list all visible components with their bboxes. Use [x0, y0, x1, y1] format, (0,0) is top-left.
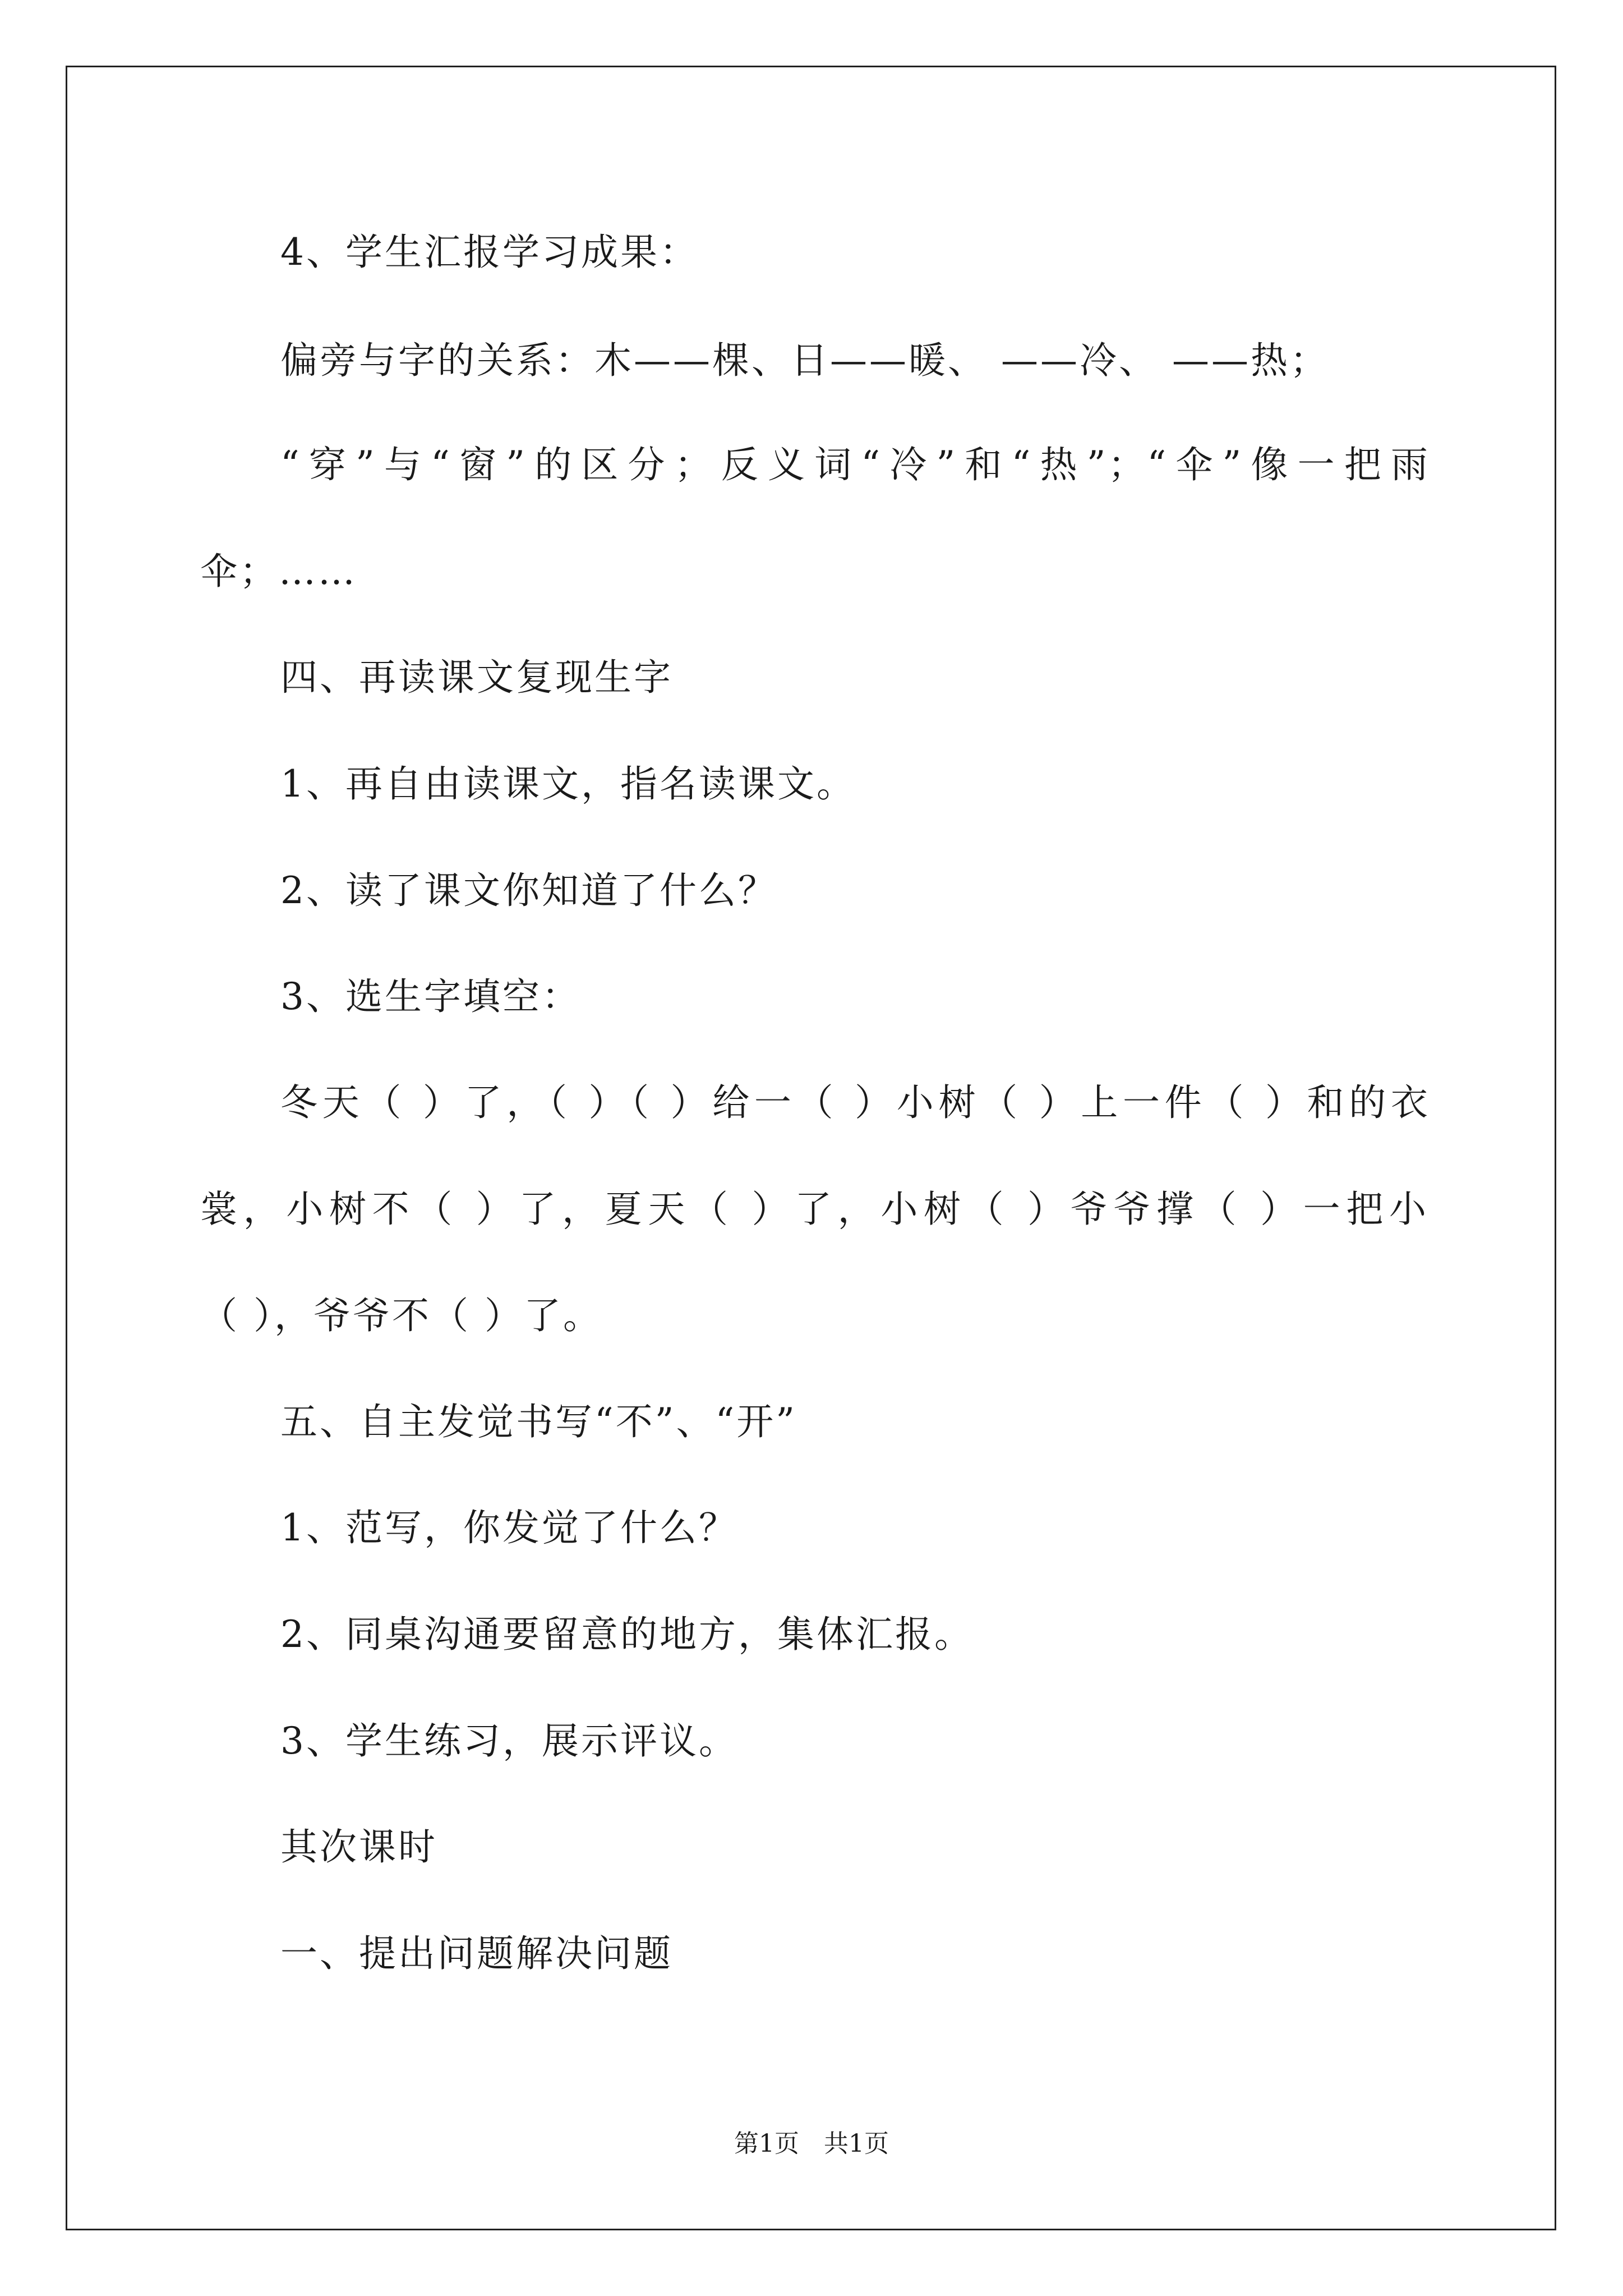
paragraph-fill-blank-line1: 冬天（ ）了，（ ）（ ）给一（ ）小树（ ）上一件（ ）和的衣: [280, 1081, 1430, 1124]
paragraph-distinguish-line1: “穿”与“窗”的区分；反义词“冷”和“热”；“伞”像一把雨: [280, 443, 1430, 486]
section-heading-second-lesson: 其次课时: [280, 1825, 437, 1869]
paragraph-demo-writing: 1、范写，你发觉了什么？: [280, 1506, 738, 1549]
paragraph-distinguish-line2: 伞；……: [200, 550, 357, 593]
section-heading-five: 五、自主发觉书写“不”、“开”: [280, 1400, 797, 1443]
paragraph-fill-blank-line3: （ ），爷爷不（ ）了。: [200, 1294, 602, 1337]
section-heading-one: 一、提出问题解决问题: [280, 1932, 673, 1975]
section-heading-four: 四、再读课文复现生字: [280, 656, 673, 699]
page-footer: 第1页 共1页: [734, 2129, 889, 2158]
paragraph-student-practice: 3、学生练习，展示评议。: [280, 1719, 738, 1763]
paragraph-free-reading: 1、再自由读课文，指名读课文。: [280, 762, 856, 806]
paragraph-report-results: 4、学生汇报学习成果：: [280, 231, 699, 274]
paragraph-peer-discussion: 2、同桌沟通要留意的地方，集体汇报。: [280, 1613, 974, 1656]
paragraph-fill-blank-line2: 裳，小树不（ ）了，夏天（ ）了，小树（ ）爷爷撑（ ）一把小: [200, 1188, 1428, 1231]
paragraph-radical-relation: 偏旁与字的关系：木——棵、日——暖、 ——冷、 ——热；: [280, 339, 1329, 382]
page-border: [66, 66, 1556, 2230]
paragraph-what-learned: 2、读了课文你知道了什么？: [280, 869, 777, 912]
paragraph-fill-blank-title: 3、选生字填空：: [280, 975, 581, 1018]
